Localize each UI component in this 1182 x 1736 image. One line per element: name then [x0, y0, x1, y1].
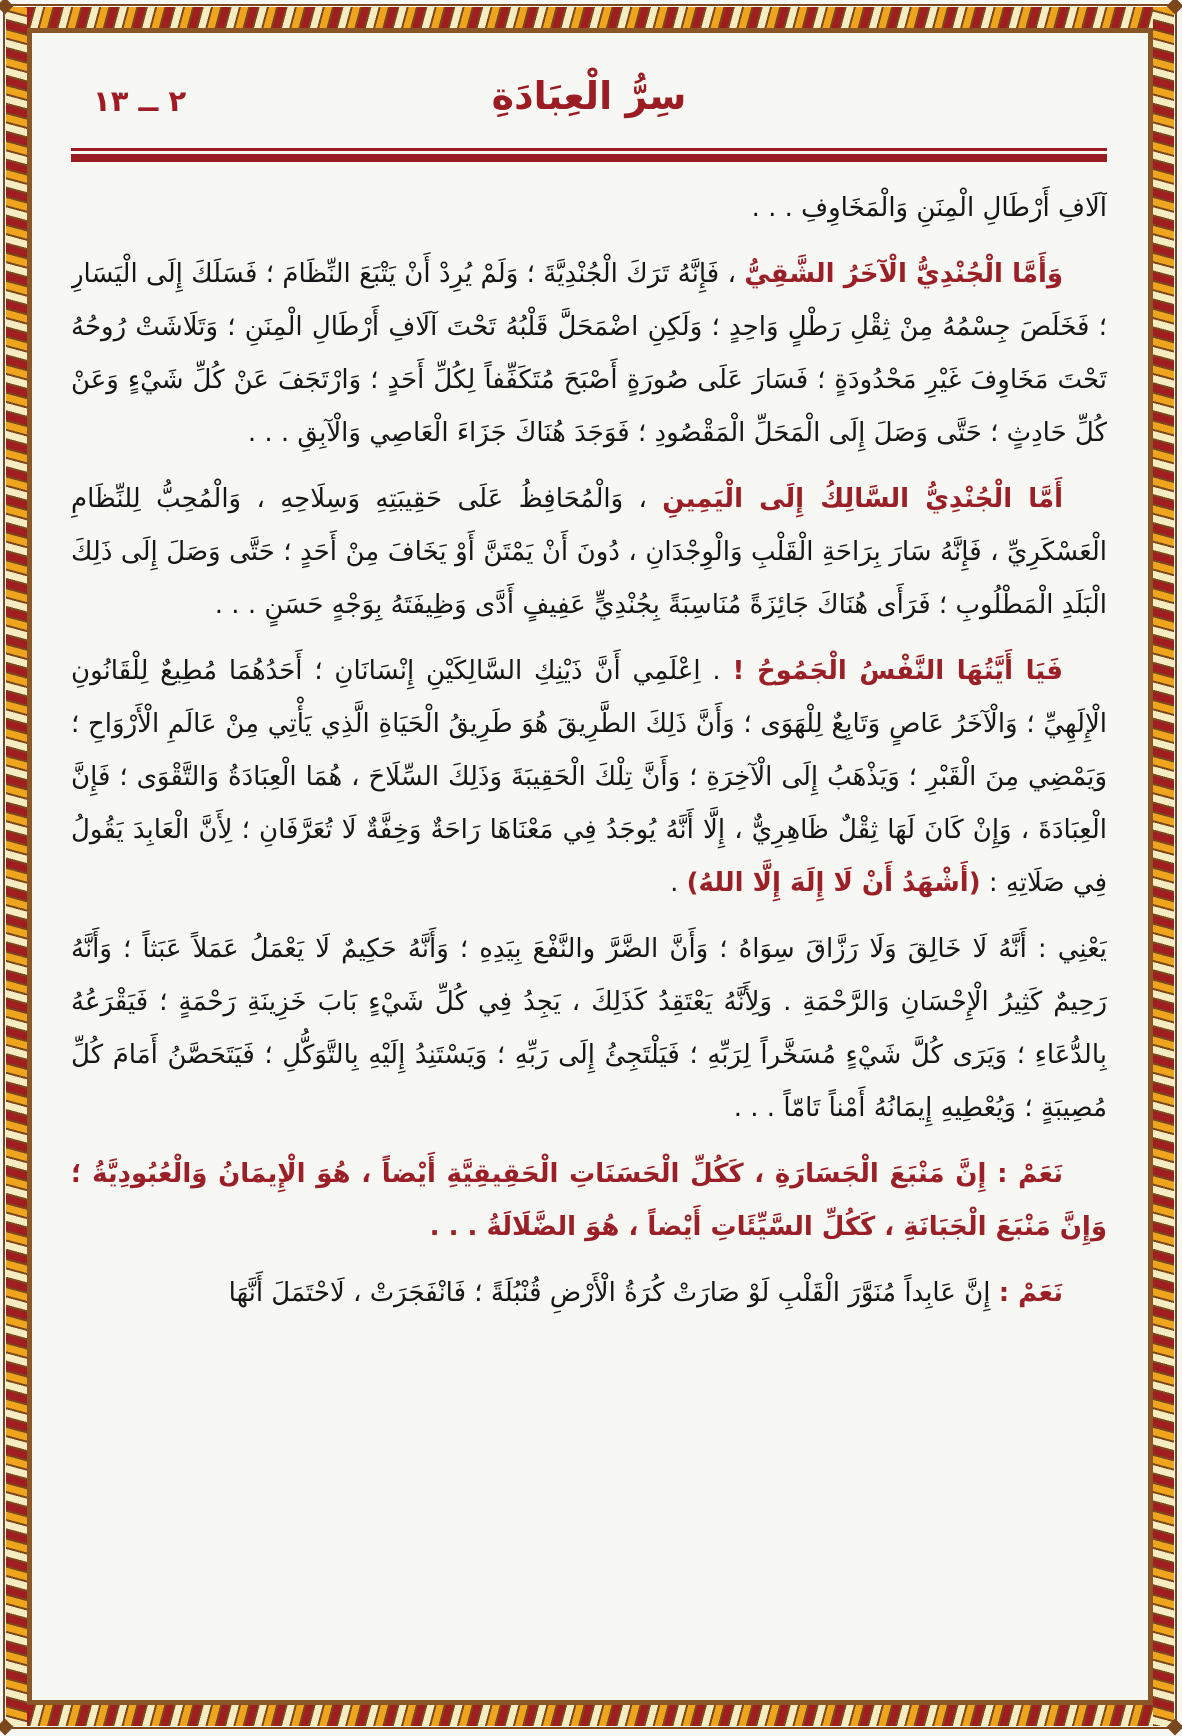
- text-segment: . اِعْلَمِي أَنَّ ذَيْنِكِ السَّالِكَيْنِ إِنْسَانَانِ ؛ أَحَدُهُمَا مُطِيعٌ لِلْقَانُونِ الْإِلَهِيِّ ؛ وَالْآخَرُ عَاصٍ وَتَابِعٌ لِلْهَوَى ؛ وَأَنَّ ذَلِكَ الطَّرِيقَ هُوَ طَرِيقُ الْحَيَاةِ الَّذِي يَأْتِي مِنْ عَالَمِ الْأَرْوَاحِ ؛ وَيَمْضِي مِنَ الْقَبْرِ ؛ وَيَذْهَبُ إِلَى الْآخِرَةِ ؛ وَأَنَّ تِلْكَ الْحَقِيبَةَ وَذَلِكَ السِّلَاحَ ، هُمَا الْعِبَادَةُ وَالتَّقْوَى ؛ فَإِنَّ الْعِبَادَةَ ، وَإِنْ كَانَ لَهَا ثِقْلٌ ظَاهِرِيٌّ ، إِلَّا أَنَّهُ يُوجَدُ فِي مَعْنَاهَا رَاحَةٌ وَخِفَّةٌ لَا تُعَرَّفَانِ ؛ لِأَنَّ الْعَابِدَ يَقُولُ فِي صَلَاتِهِ :: [72, 656, 1108, 898]
- ornamental-border-bottom: [7, 1705, 1175, 1726]
- ornamental-border-top: [7, 7, 1175, 28]
- ornamental-border-right: [1154, 7, 1175, 1726]
- text-segment-red: أَمَّا الْجُنْدِيُّ السَّالِكُ إِلَى الْيَمِينِ: [663, 484, 1065, 514]
- paragraph: [72, 473, 1108, 632]
- text-segment-red-shahada: (أَشْهَدُ أَنْ لَا إِلَهَ إِلَّا اللهُ): [687, 868, 982, 898]
- text-segment: يَعْنِي : أَنَّهُ لَا خَالِقَ وَلَا رَزَّاقَ سِوَاهُ ؛ وَأَنَّ الضَّرَّ والنَّفْعَ بِيَدِهِ ؛ وَأَنَّهُ حَكِيمٌ لَا يَعْمَلُ عَمَلاً عَبَثاً ؛ وَأَنَّهُ رَحِيمٌ كَثِيرُ الْإِحْسَانِ وَالرَّحْمَةِ . وَلِأَنَّهُ يَعْتَقِدُ كَذَلِكَ ، يَجِدُ فِي كُلِّ شَيْءٍ بَابَ خَزِينَةِ رَحْمَةٍ ؛ فَيَقْرَعُهُ بِالدُّعَاءِ ؛ وَيَرَى كُلَّ شَيْءٍ مُسَخَّراً لِرَبِّهِ ؛ فَيَلْتَجِئُ إِلَى رَبِّهِ ؛ وَيَسْتَنِدُ إِلَيْهِ بِالتَّوَكُّلِ ؛ فَيَتَحَصَّنُ أَمَامَ كُلِّ مُصِيبَةٍ ؛ وَيُعْطِيهِ إِيمَانُهُ أَمْناً تَامّاً . . .: [72, 934, 1108, 1123]
- paragraph: [72, 182, 1108, 235]
- text-segment-red: نَعَمْ :: [999, 1278, 1064, 1308]
- paragraph: [72, 1267, 1108, 1320]
- body-text: [72, 182, 1108, 1320]
- page-content: [72, 62, 1108, 1685]
- text-segment: آلَافِ أَرْطَالِ الْمِنَنِ وَالْمَخَاوِفِ . . .: [752, 193, 1108, 223]
- text-segment-red: فَيَا أَيَّتُهَا النَّفْسُ الْجَمُوحُ !: [733, 656, 1064, 686]
- ornamental-border-left: [7, 7, 28, 1726]
- page-number: ٢ ــ ١٣: [94, 84, 188, 118]
- text-segment: ، فَإِنَّهُ تَرَكَ الْجُنْدِيَّةَ ؛ وَلَمْ يُرِدْ أَنْ يَتْبَعَ النِّظَامَ ؛ فَسَلَكَ إِلَى الْيَسَارِ ؛ فَخَلَصَ جِسْمُهُ مِنْ ثِقْلِ رَطْلٍ وَاحِدٍ ؛ وَلَكِنِ اضْمَحَلَّ قَلْبُهُ تَحْتَ آلَافِ أَرْطَالِ الْمِنَنِ ؛ وَتَلَاشَتْ رُوحُهُ تَحْتَ مَخَاوِفَ غَيْرِ مَحْدُودَةٍ ؛ فَسَارَ عَلَى صُورَةٍ أَصْبَحَ مُتَكَفِّفاً لِكُلِّ أَحَدٍ ؛ وَارْتَجَفَ عَنْ كُلِّ شَيْءٍ وَعَنْ كُلِّ حَادِثٍ ؛ حَتَّى وَصَلَ إِلَى الْمَحَلِّ الْمَقْصُودِ ؛ فَوَجَدَ هُنَاكَ جَزَاءَ الْعَاصِي وَالْآبِقِ . . .: [72, 259, 1108, 448]
- header-divider-thick: [72, 154, 1108, 162]
- text-segment: ، وَالْمُحَافِظُ عَلَى حَقِيبَتِهِ وَسِلَاحِهِ ، وَالْمُحِبُّ لِلنِّظَامِ الْعَسْكَرِيِّ ، فَإِنَّهُ سَارَ بِرَاحَةِ الْقَلْبِ وَالْوِجْدَانِ ، دُونَ أَنْ يَمْتَنَّ أَوْ يَخَافَ مِنْ أَحَدٍ ؛ حَتَّى وَصَلَ إِلَى ذَلِكَ الْبَلَدِ الْمَطْلُوبِ ؛ فَرَأَى هُنَاكَ جَائِزَةً مُنَاسِبَةً بِجُنْدِيٍّ عَفِيفٍ أَدَّى وَظِيفَتَهُ بِوَجْهٍ حَسَنٍ . . .: [72, 484, 1108, 620]
- paragraph: [72, 645, 1108, 910]
- text-segment-red: وَأَمَّا الْجُنْدِيُّ الْآخَرُ الشَّقِيُّ: [745, 259, 1065, 289]
- paragraph: [72, 923, 1108, 1135]
- text-segment-red: نَعَمْ : إِنَّ مَنْبَعَ الْجَسَارَةِ ، كَكُلِّ الْحَسَنَاتِ الْحَقِيقِيَّةِ أَيْضاً ، هُوَ الْإِيمَانُ وَالْعُبُودِيَّةُ ؛ وَإِنَّ مَنْبَعَ الْجَبَانَةِ ، كَكُلِّ السَّيِّئَاتِ أَيْضاً ، هُوَ الضَّلَالَةُ . . .: [72, 1159, 1108, 1242]
- page-header: [72, 62, 1108, 148]
- paragraph: [72, 1148, 1108, 1254]
- page-title: سِرُّ الْعِبَادَةِ: [492, 74, 688, 118]
- text-segment: إِنَّ عَابِداً مُنَوَّرَ الْقَلْبِ لَوْ صَارَتْ كُرَةُ الْأَرْضِ قُنْبُلَةً ؛ فَانْفَجَرَتْ ، لَاحْتَمَلَ أَنَّهَا: [229, 1278, 992, 1308]
- text-segment: .: [671, 868, 680, 898]
- paragraph: [72, 248, 1108, 460]
